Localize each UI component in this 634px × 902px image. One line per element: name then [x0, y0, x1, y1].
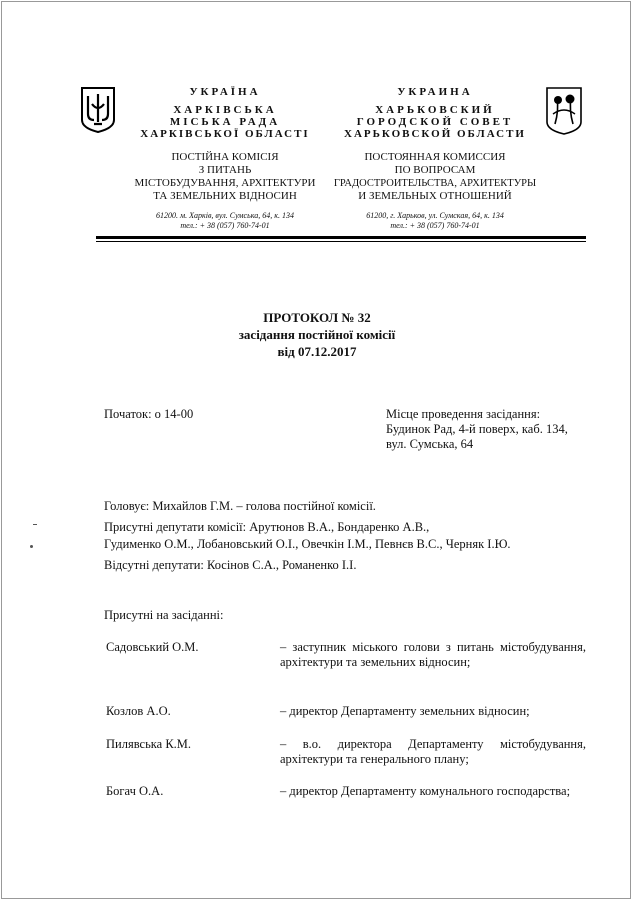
invited-heading: Присутні на засіданні:	[104, 608, 224, 622]
start-time: Початок: о 14-00	[104, 407, 194, 421]
header-council-ua-3: ХАРКІВСЬКОЇ ОБЛАСТІ	[140, 128, 310, 140]
venue-label: Місце проведення засідання:	[386, 407, 541, 421]
header-address-ua-1: 61200. м. Харків, вул. Сумська, 64, к. 134	[156, 211, 294, 220]
scan-speck	[33, 524, 37, 525]
header-rule-thick	[96, 236, 586, 239]
protocol-date: від 07.12.2017	[277, 344, 357, 359]
invited-name: Пилявська К.М.	[106, 737, 192, 751]
present-deputies-line-1: Присутні депутати комісії: Арутюнов В.А., Бондаренко А.В.,	[104, 520, 430, 534]
header-address-ua-2: тел.: + 38 (057) 760-74-01	[180, 221, 270, 230]
header-country-ua: УКРАЇНА	[189, 86, 261, 98]
header-council-ua-1: ХАРКІВСЬКА	[173, 104, 277, 116]
protocol-title: ПРОТОКОЛ № 32	[263, 310, 371, 325]
invited-name: Козлов А.О.	[106, 704, 171, 718]
header-council-ru-3: ХАРЬКОВСКОЙ ОБЛАСТИ	[344, 128, 526, 140]
header-council-ua-2: МІСЬКА РАДА	[169, 116, 281, 128]
header-commission-ua-4: ТА ЗЕМЕЛЬНИХ ВІДНОСИН	[153, 190, 297, 202]
invited-role: – директор Департаменту комунального господарства;	[280, 784, 571, 798]
header-commission-ua-3: МІСТОБУДУВАННЯ, АРХІТЕКТУРИ	[134, 177, 316, 189]
header-council-ru-2: ГОРОДСКОЙ СОВЕТ	[356, 116, 514, 128]
header-commission-ru-1: ПОСТОЯННАЯ КОМИССИЯ	[364, 151, 506, 163]
invited-name: Садовський О.М.	[106, 640, 199, 654]
invited-role: – директор Департаменту земельних відносин;	[280, 704, 530, 718]
invited-name: Богач О.А.	[106, 784, 164, 798]
venue-building: Будинок Рад, 4-й поверх, каб. 134,	[386, 422, 568, 436]
header-address-ru-2: тел.: + 38 (057) 760-74-01	[390, 221, 480, 230]
scan-speck	[30, 545, 33, 548]
header-rule-thin	[96, 241, 586, 242]
header-commission-ru-4: И ЗЕМЕЛЬНЫХ ОТНОШЕНИЙ	[358, 190, 512, 202]
header-address-ru-1: 61200, г. Харьков, ул. Сумская, 64, к. 134	[366, 211, 504, 220]
header-council-ru-1: ХАРЬКОВСКИЙ	[375, 104, 495, 116]
header-commission-ru-3: ГРАДОСТРОИТЕЛЬСТВА, АРХИТЕКТУРЫ	[333, 178, 537, 189]
invited-role: – в.о. директора Департаменту містобудування, архітектури та генерального плану;	[280, 737, 586, 766]
protocol-subtitle: засідання постійної комісії	[238, 327, 396, 342]
header-commission-ua-2: З ПИТАНЬ	[198, 164, 252, 176]
header-country-ru: УКРАИНА	[397, 86, 473, 98]
chair-line: Головує: Михайлов Г.М. – голова постійної комісії.	[104, 499, 376, 513]
venue-street: вул. Сумська, 64	[386, 437, 474, 451]
kharkiv-emblem-icon	[545, 86, 583, 136]
header-commission-ru-2: ПО ВОПРОСАМ	[394, 164, 476, 176]
present-deputies-line-2: Гудименко О.М., Лобановський О.І., Овечкін І.М., Певнєв В.С., Черняк І.Ю.	[104, 537, 511, 551]
invited-role: – заступник міського голови з питань містобудування, архітектури та земельних відносин;	[280, 640, 586, 669]
ukraine-coat-of-arms-icon	[80, 86, 116, 134]
header-commission-ua-1: ПОСТІЙНА КОМІСІЯ	[171, 151, 279, 163]
absent-deputies-line: Відсутні депутати: Косінов С.А., Романенко І.І.	[104, 558, 357, 572]
